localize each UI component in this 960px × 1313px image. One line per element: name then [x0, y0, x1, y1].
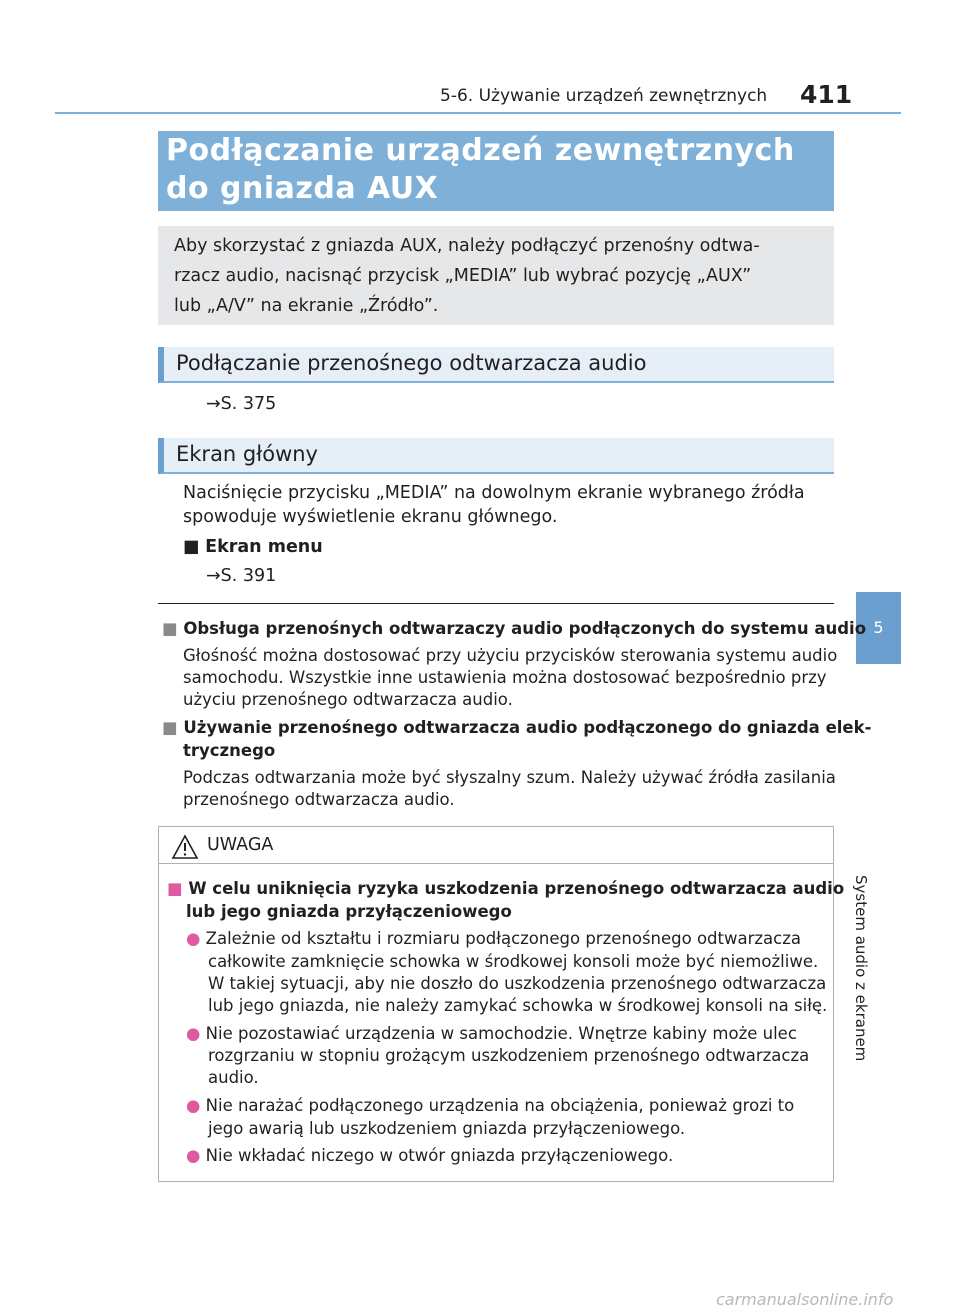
- section-heading-main-screen: [158, 438, 834, 474]
- warning-bullet-2-line-2: rozgrzaniu w stopniu grożącym uszkodzeniem przenośnego odtwarzacza: [208, 1046, 810, 1065]
- page-title-line-2: do gniazda AUX: [166, 171, 439, 206]
- watermark: carmanualsonline.info: [716, 1290, 894, 1309]
- square-bullet-icon: ■: [162, 718, 178, 737]
- circle-bullet-icon: ●: [186, 929, 201, 948]
- warning-heading-line-1: W celu uniknięcia ryzyka uszkodzenia przenośnego odtwarzacza audio: [188, 879, 845, 898]
- cross-reference-375-text: S. 375: [220, 394, 277, 414]
- warning-box: [158, 826, 845, 1182]
- intro-line-1: Aby skorzystać z gniazda AUX, należy podłączyć przenośny odtwa-: [174, 236, 760, 256]
- warning-bullet-1-line-3: W takiej sytuacji, aby nie doszło do uszkodzenia przenośnego odtwarzacza: [208, 974, 827, 993]
- warning-triangle-icon: [171, 834, 199, 860]
- page-title-line-1: Podłączanie urządzeń zewnętrznych: [166, 133, 795, 168]
- note-2-title-line-2: trycznego: [183, 741, 276, 760]
- warning-title: UWAGA: [207, 835, 274, 855]
- cross-reference-391[interactable]: [206, 566, 276, 586]
- warning-bullet-1: [186, 929, 801, 948]
- square-bullet-icon: ■: [167, 879, 183, 898]
- warning-bullet-1-line-2: całkowite zamknięcie schowka w środkowej konsoli może być niemożliwe.: [208, 952, 819, 971]
- circle-bullet-icon: ●: [186, 1096, 201, 1115]
- warning-header-rule: [159, 863, 833, 864]
- warning-bullet-1-line-4: lub jego gniazda, nie należy zamykać schowka w środkowej konsoli na siłę.: [208, 996, 828, 1015]
- note-2-line-2: przenośnego odtwarzacza audio.: [183, 790, 455, 809]
- section-heading-main-screen-text: Ekran główny: [176, 442, 318, 466]
- arrow-right-icon: →: [206, 394, 221, 414]
- note-1-line-1: Głośność można dostosować przy użyciu przycisków sterowania systemu audio: [183, 646, 838, 665]
- circle-bullet-icon: ●: [186, 1024, 201, 1043]
- note-1-line-2: samochodu. Wszystkie inne ustawienia można dostosować bezpośrednio przy: [183, 668, 827, 687]
- main-screen-line-1: Naciśnięcie przycisku „MEDIA” na dowolnym ekranie wybranego źródła: [183, 483, 805, 503]
- chapter-label: System audio z ekranem: [852, 875, 870, 1062]
- page-number: 411: [800, 80, 853, 109]
- note-1-title-text: Obsługa przenośnych odtwarzaczy audio podłączonych do systemu audio: [183, 619, 867, 638]
- section-heading-connect: [158, 347, 834, 383]
- note-2-line-1: Podczas odtwarzania może być słyszalny szum. Należy używać źródła zasilania: [183, 768, 836, 787]
- warning-bullet-3-line-1: Nie narażać podłączonego urządzenia na obciążenia, ponieważ grozi to: [205, 1096, 795, 1115]
- running-header-section: 5-6. Używanie urządzeń zewnętrznych: [440, 86, 768, 106]
- note-1-line-3: użyciu przenośnego odtwarzacza audio.: [183, 690, 513, 709]
- warning-heading: [167, 879, 844, 898]
- note-2-title-text: Używanie przenośnego odtwarzacza audio podłączonego do gniazda elek-: [183, 718, 872, 737]
- circle-bullet-icon: ●: [186, 1146, 201, 1165]
- warning-bullet-3-line-2: jego awarią lub uszkodzeniem gniazda przyłączeniowego.: [208, 1119, 686, 1138]
- section-heading-connect-text: Podłączanie przenośnego odtwarzacza audio: [176, 351, 647, 375]
- note-1-title: [162, 619, 866, 638]
- page-title: [158, 131, 834, 211]
- square-bullet-icon: ■: [183, 537, 200, 557]
- note-2-title: [162, 718, 871, 737]
- warning-bullet-2-line-3: audio.: [208, 1068, 259, 1087]
- intro-box: [158, 226, 834, 325]
- menu-screen-subheading-text: Ekran menu: [205, 537, 323, 557]
- intro-line-3: lub „A/V” na ekranie „Źródło”.: [174, 296, 439, 316]
- chapter-number: 5: [873, 618, 884, 637]
- warning-bullet-2: [186, 1024, 797, 1043]
- warning-bullet-3: [186, 1096, 794, 1115]
- main-screen-line-2: spowoduje wyświetlenie ekranu głównego.: [183, 507, 558, 527]
- cross-reference-391-text: S. 391: [220, 566, 277, 586]
- intro-line-2: rzacz audio, nacisnąć przycisk „MEDIA” lub wybrać pozycję „AUX”: [174, 266, 752, 286]
- warning-bullet-2-line-1: Nie pozostawiać urządzenia w samochodzie. Wnętrze kabiny może ulec: [205, 1024, 797, 1043]
- header-rule: [55, 112, 901, 114]
- menu-screen-subheading: [183, 537, 323, 557]
- notes-divider: [158, 603, 834, 604]
- cross-reference-375[interactable]: [206, 394, 276, 414]
- warning-bullet-1-line-1: Zależnie od kształtu i rozmiaru podłączonego przenośnego odtwarzacza: [205, 929, 802, 948]
- warning-heading-line-2: lub jego gniazda przyłączeniowego: [186, 902, 512, 921]
- arrow-right-icon: →: [206, 566, 221, 586]
- square-bullet-icon: ■: [162, 619, 178, 638]
- warning-bullet-4: [186, 1146, 673, 1165]
- warning-bullet-4-line-1: Nie wkładać niczego w otwór gniazda przyłączeniowego.: [205, 1146, 674, 1165]
